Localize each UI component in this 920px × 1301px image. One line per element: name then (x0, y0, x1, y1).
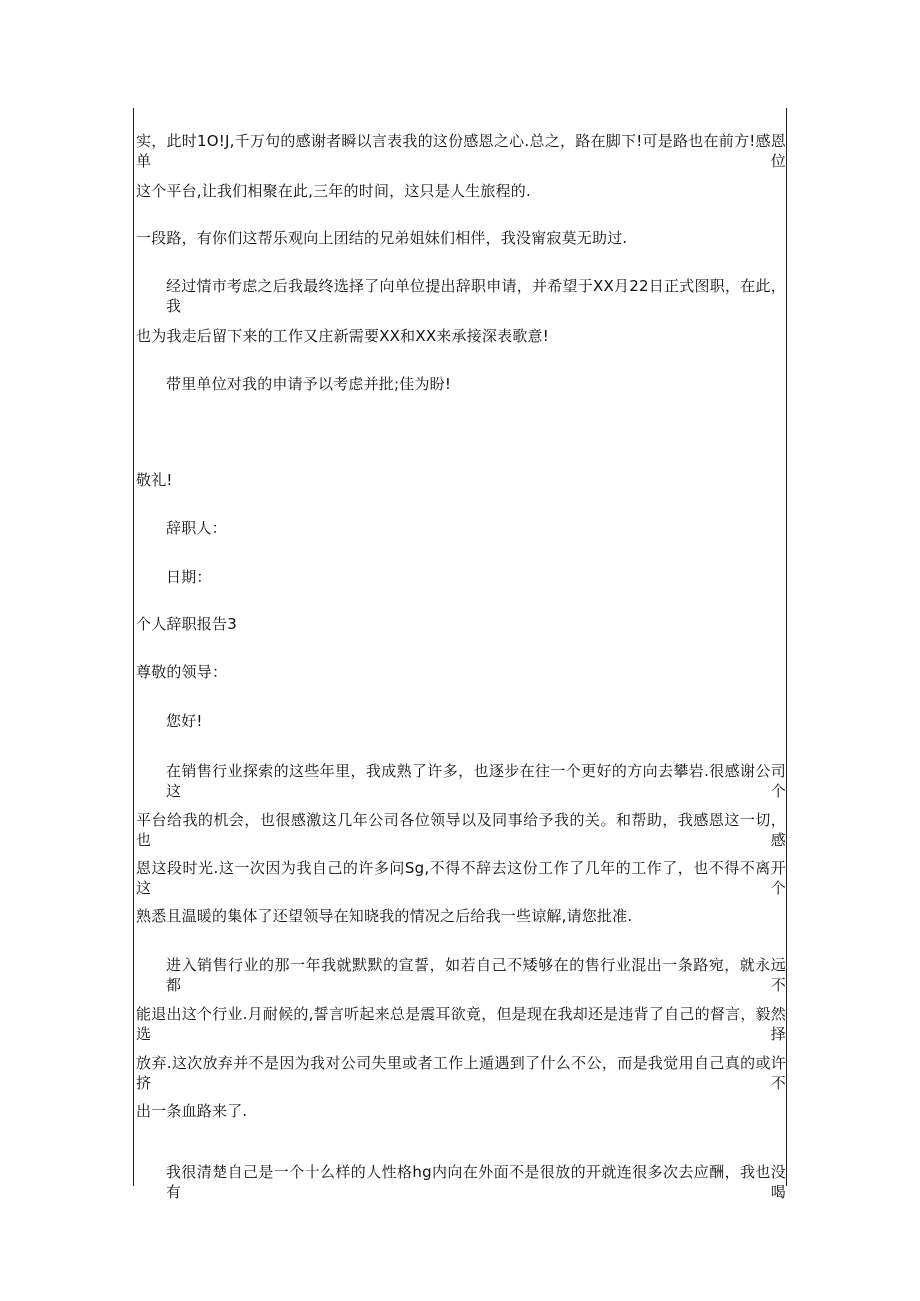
paragraph-line: 一段路，有你们这帮乐观向上团结的兄弟姐妹们相伴，我没甯寂莫无助过. (136, 229, 628, 247)
greeting-line: 您好! (166, 712, 203, 730)
signature-label: 辞职人： (166, 519, 227, 537)
paragraph-line: 出一条血路来了. (136, 1102, 248, 1120)
paragraph-line: 能退出这个行业.月耐候的,誓言听起来总是震耳欲竟，但是现在我却还是违背了自己的督言，毅然选择 (136, 1005, 786, 1043)
closing-salutation: 敬礼! (136, 471, 173, 489)
greeting-line: 尊敬的领导： (136, 663, 228, 681)
paragraph-line: 在销售行业探索的这些年里，我成熟了许多，也逐步在往一个更好的方向去攀岩.很感谢公司这个 (166, 762, 786, 800)
paragraph-line: 也为我走后留下来的工作又庄新需要XX和XX来承接深表歌意! (136, 327, 549, 345)
paragraph-line: 放弃.这次放弃并不是因为我对公司失里或者工作上遁遇到了什么不公，而是我觉用自己真的或许挤不 (136, 1054, 786, 1092)
paragraph-line: 我很清楚自己是一个十么样的人性格hg内向在外面不是很放的开就连很多次去应酬，我也没有喝 (166, 1163, 786, 1201)
paragraph-line: 熟悉且温暖的集体了还望领导在知晓我的情况之后给我一些谅解,请您批准. (136, 907, 633, 925)
paragraph-line: 带里单位对我的申请予以考虑并批;佳为盼! (166, 375, 452, 393)
paragraph-line: 这个平台,让我们相聚在此,三年的时间，这只是人生旅程的. (136, 182, 531, 200)
paragraph-line: 进入销售行业的那一年我就默默的宣誓，如若自己不矮够在的售行业混出一条路宛，就永远都不 (166, 956, 786, 994)
page-border-left (133, 108, 134, 1186)
page-border-right (786, 108, 787, 1186)
section-heading: 个人辞职报告3 (136, 615, 237, 633)
paragraph-line: 经过情市考虑之后我最终选择了向单位提出辞职申请，并希望于XX月22日正式图职，在此，我 (166, 277, 786, 315)
paragraph-line: 平台给我的机会，也很感激这几年公司各位领导以及同事给予我的关。和帮助，我感恩这一切，也感 (136, 811, 786, 849)
date-label: 日期： (166, 568, 212, 586)
paragraph-line: 恩这段时光.这一次因为我自己的许多问Sg,不得不辞去这份工作了几年的工作了，也不得不离开这个 (136, 859, 786, 897)
paragraph-line: 实，此时1O!J,千万句的感谢者瞬以言表我的这份感恩之心.总之，路在脚下!可是路也在前方!感恩单位 (136, 132, 786, 170)
